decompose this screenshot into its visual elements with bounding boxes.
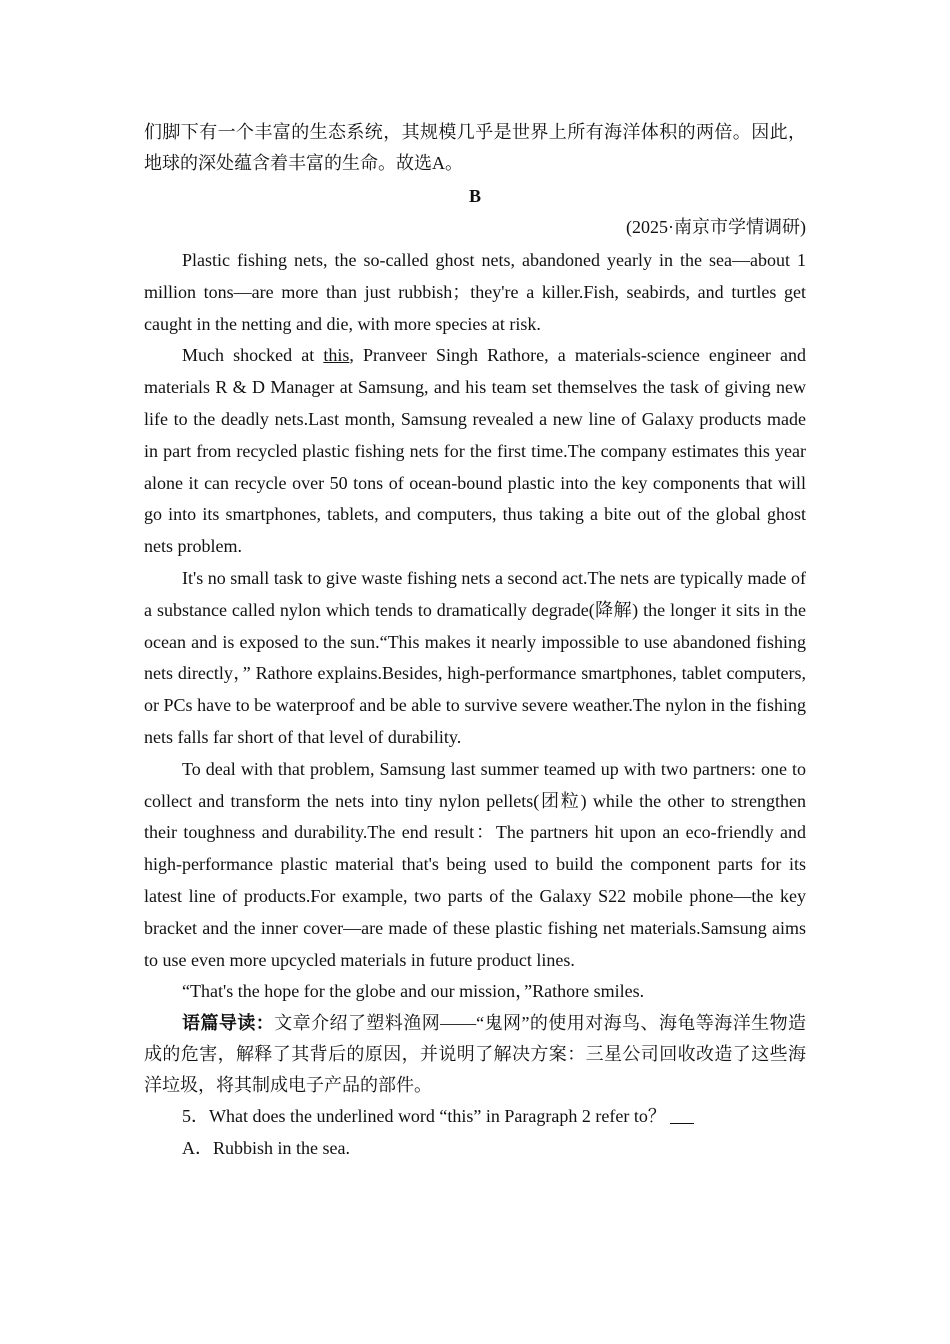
paragraph-1: Plastic fishing nets, the so-called ghost nets, abandoned yearly in the sea—about 1 million tons—are more than just rubbish；they're a killer.Fish, seabirds, and turtles get caught in the netting and die, with more species at risk. [144, 250, 806, 334]
question-5 [144, 1101, 806, 1133]
answer-blank[interactable] [670, 1105, 694, 1124]
paragraph-4: To deal with that problem, Samsung last summer teamed up with two partners: one to collect and transform the nets into tiny nylon pellets(团粒) while the other to strengthen their toughness and durability.The end result：The partners hit upon an eco-friendly and high-performance plastic material that's being used to build the component parts for its latest line of products.For example, two parts of the Galaxy S22 mobile phone—the key bracket and the inner cover—are made of these plastic fishing net materials.Samsung aims to use even more upcycled materials in future product lines. [144, 758, 806, 970]
paragraph-2-lead: Much shocked at [182, 345, 324, 366]
reading-guide-label: 语篇导读： [182, 1013, 275, 1034]
option-a: A．Rubbish in the sea. [182, 1137, 350, 1158]
paragraph-3: It's no small task to give waste fishing nets a second act.The nets are typically made of a substance called nylon which tends to dramatically degrade(降解) the longer it sits in the ocean and is exposed to the sun.“This makes it nearly impossible to use abandoned fishing nets directly，” Rathore explains.Besides, high-performance smartphones, tablet computers, or PCs have to be waterproof and be able to survive severe weather.The nylon in the fishing nets falls far short of that level of durability. [144, 567, 806, 747]
intro-block [144, 117, 806, 179]
section-header [144, 181, 806, 243]
paragraph-2 [144, 340, 806, 563]
intro-chinese-text: 们脚下有一个丰富的生态系统，其规模几乎是世界上所有海洋体积的两倍。因此，地球的深处蕴含着丰富的生命。故选A。 [144, 122, 806, 173]
paragraph-5: “That's the hope for the globe and our mission，”Rathore smiles. [182, 981, 645, 1002]
question-5-text: 5．What does the underlined word “this” in Paragraph 2 refer to？ [182, 1106, 666, 1127]
reading-guide [144, 1008, 806, 1101]
section-label: B [468, 186, 481, 206]
reading-guide-text: 文章介绍了塑料渔网——“鬼网”的使用对海鸟、海龟等海洋生物造成的危害，解释了其背后的原因，并说明了解决方案：三星公司回收改造了这些海洋垃圾，将其制成电子产品的部件。 [144, 1013, 807, 1096]
source-citation: (2025·南京市学情调研) [626, 217, 806, 237]
paragraph-2-rest: , Pranveer Singh Rathore, a materials-science engineer and materials R & D Manager at Samsung, and his team set themselves the task of giving new life to the deadly nets.Last month, Samsung revealed a new line of Galaxy products made in part from recycled plastic fishing nets for the first time.The company estimates this year alone it can recycle over 50 tons of ocean-bound plastic into the key components that will go into its smartphones, tablets, and computers, thus taking a bite out of the global ghost nets problem. [144, 345, 807, 557]
passage-body [144, 245, 806, 1165]
underlined-word-this: this [323, 345, 350, 366]
